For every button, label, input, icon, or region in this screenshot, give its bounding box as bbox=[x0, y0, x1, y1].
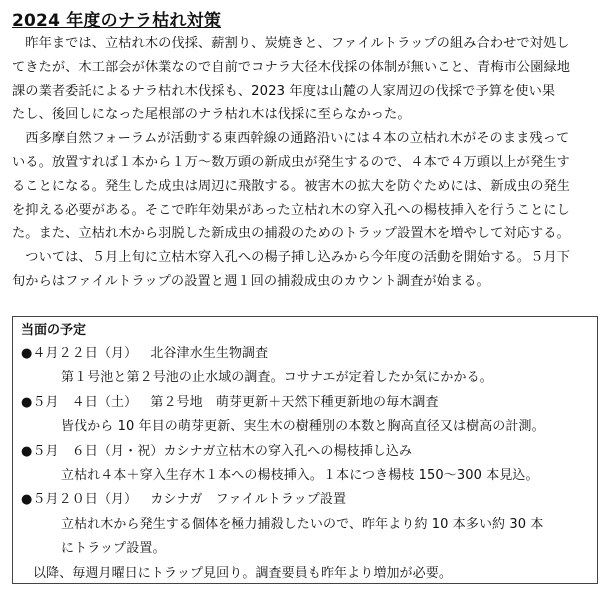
schedule-event: カシナガ ファイルトラップ設置 bbox=[137, 492, 347, 508]
paragraph-line: たし、後回しになった尾根部のナラ枯れ木は伐採に至らなかった。 bbox=[12, 107, 411, 123]
schedule-item bbox=[21, 488, 593, 561]
paragraph-line: 昨年までは、立枯れ木の伐採、薪割り、炭焼きと、ファイルトラップの組み合わせで対処し bbox=[12, 36, 570, 51]
schedule-date: ●５月２０日（月） bbox=[21, 492, 138, 508]
schedule-date: ●５月 ６日（月・祝） bbox=[21, 443, 164, 459]
schedule-detail: 立枯れ４本＋穿入生存木１本への楊枝挿入。１本につき楊枝 150～300 本見込。 bbox=[61, 468, 539, 484]
schedule-date: ●４月２２日（月） bbox=[21, 346, 138, 361]
schedule-box bbox=[12, 316, 598, 584]
schedule-detail: 第１号池と第２号池の止水域の調査。コサナエが定着したか気にかかる。 bbox=[61, 370, 493, 386]
paragraph-line: 課の業者委託によるナラ枯れ木伐採も、2023 年度は山麓の人家周辺の伐採で予算を使い果 bbox=[12, 83, 556, 99]
schedule-item bbox=[21, 342, 593, 391]
paragraph bbox=[12, 127, 604, 246]
schedule-item bbox=[21, 391, 593, 440]
paragraph bbox=[12, 246, 604, 294]
paragraph-line: ることになる。発生した成虫は周辺に飛散する。被害木の拡大を防ぐためには、新成虫の発生 bbox=[12, 178, 571, 194]
paragraph-line: てきたが、木工部会が休業なので自前でコナラ大径木伐採の体制が無いこと、青梅市公園緑地 bbox=[12, 59, 571, 75]
schedule-event: カシナガ立枯木の穿入孔への楊枝挿し込み bbox=[163, 443, 413, 459]
paragraph-line: を抑える必要がある。そこで昨年効果があった立枯れ木の穿入孔への楊枝挿入を行うことにし bbox=[12, 202, 570, 218]
schedule-detail: 立枯れ木から発生する個体を極力捕殺したいので、昨年より約 10 本多い約 30 本 bbox=[61, 516, 544, 532]
paragraph bbox=[12, 32, 604, 127]
schedule-date: ●５月 ４日（土） bbox=[21, 394, 138, 410]
schedule-heading: 当面の予定 bbox=[21, 323, 87, 338]
page-title: 2024 年度のナラ枯れ対策 bbox=[12, 11, 222, 31]
schedule-event: 北谷津水生生物調査 bbox=[137, 346, 269, 361]
paragraph-line: 西多摩自然フォーラムが活動する東西幹線の通路沿いには４本の立枯れ木がそのまま残って bbox=[12, 131, 570, 147]
schedule-footnote: 以降、毎週月曜日にトラップ見回り。調査要員も昨年より増加が必要。 bbox=[33, 565, 452, 581]
schedule-event: 第２号地 萌芽更新＋天然下種更新地の毎木調査 bbox=[137, 394, 439, 410]
paragraph-line: いる。放置すれば１本から１万～数万頭の新成虫が発生するので、４本で４万頭以上が発生す bbox=[12, 154, 570, 170]
schedule-item bbox=[21, 440, 593, 489]
schedule-detail: にトラップ設置。 bbox=[61, 541, 166, 557]
article-body bbox=[12, 32, 604, 294]
paragraph-line: 旬からはファイルトラップの設置と週１回の捕殺成虫のカウント調査が始まる。 bbox=[12, 273, 490, 289]
schedule-detail: 皆伐から 10 年目の萌芽更新、実生木の樹種別の本数と胸高直径又は樹高の計測。 bbox=[61, 419, 545, 435]
paragraph-line: た。また、立枯れ木から羽脱した新成虫の捕殺のためのトラップ設置木を増やして対応する。 bbox=[12, 226, 570, 242]
paragraph-line: ついては、５月上旬に立枯木穿入孔への楊子挿し込みから今年度の活動を開始する。５月下 bbox=[12, 250, 571, 266]
